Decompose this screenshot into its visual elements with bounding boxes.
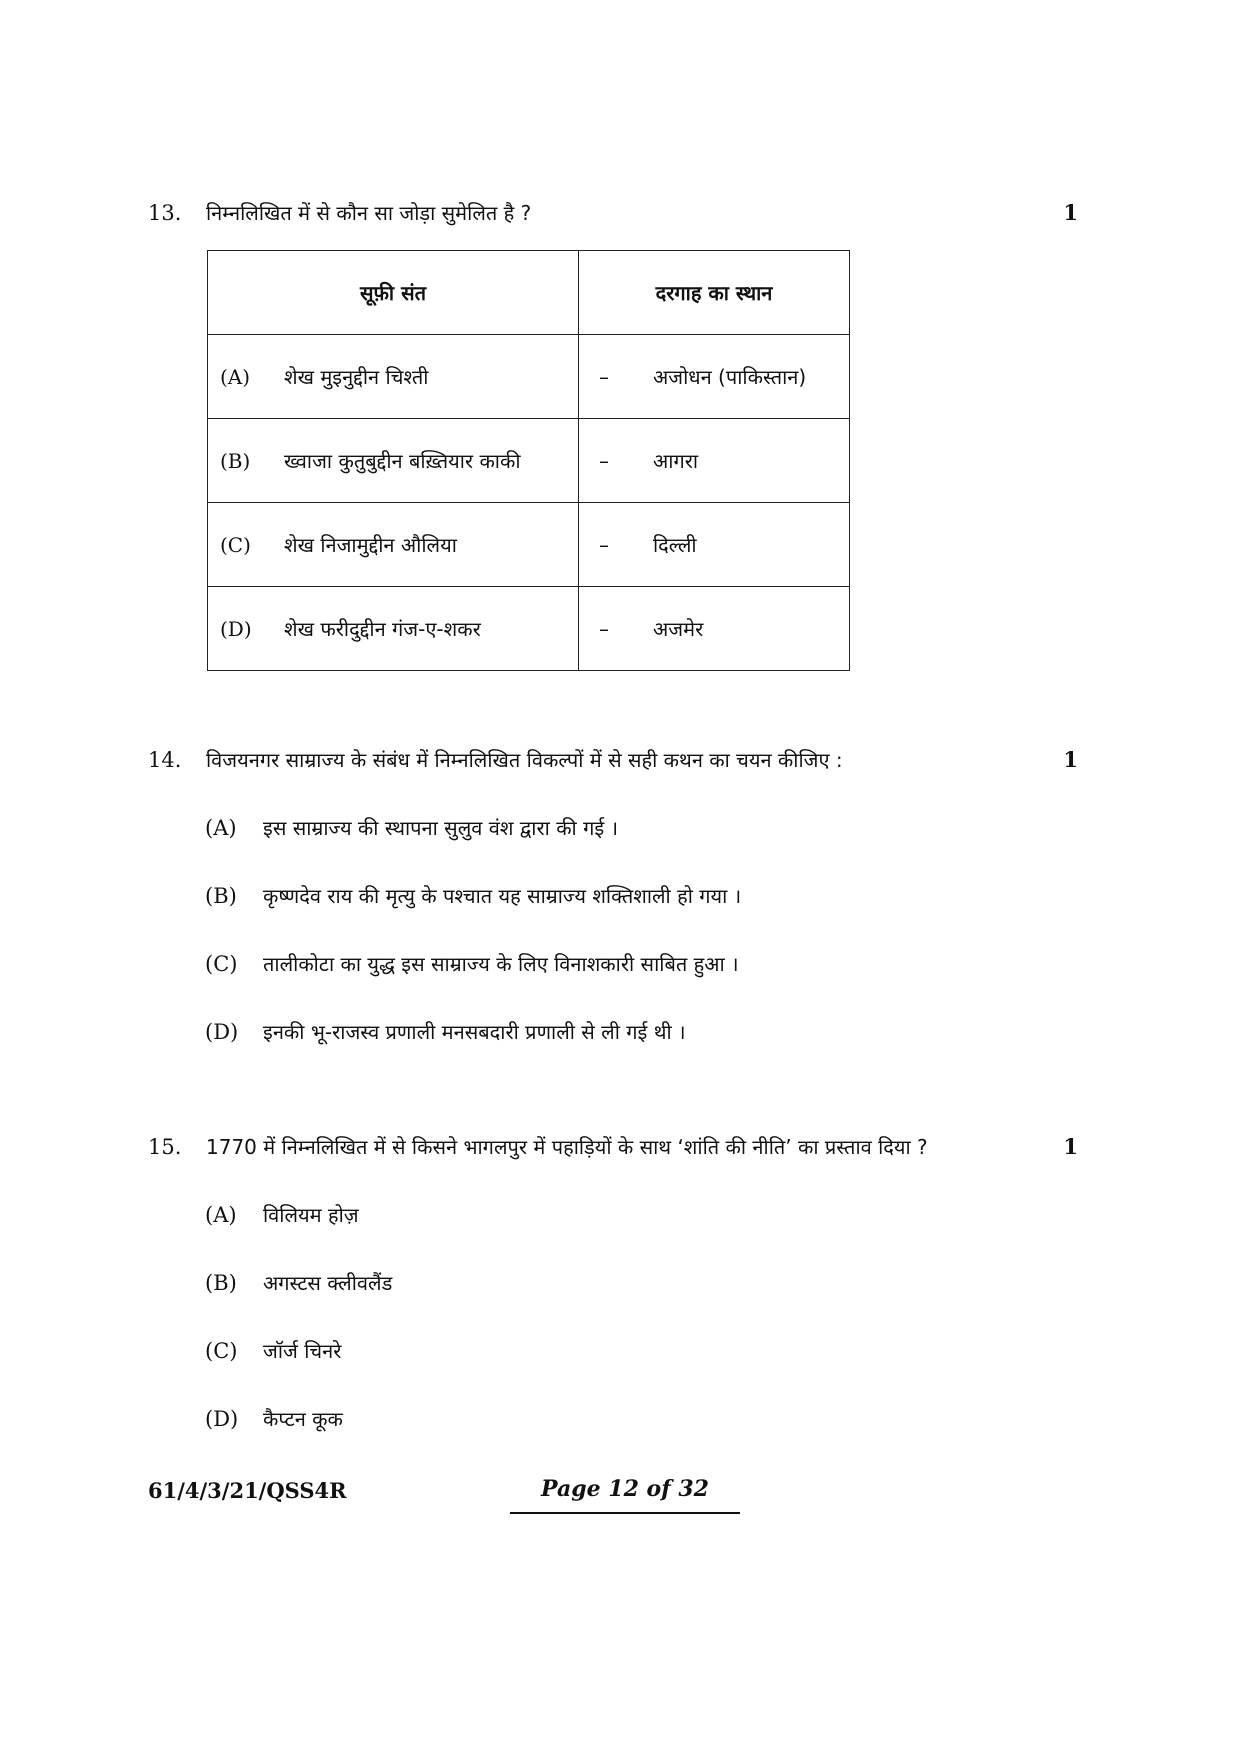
page-number: Page 12 of 32 bbox=[510, 1476, 740, 1514]
option-text: कृष्णदेव राय की मृत्यु के पश्चात यह साम्राज्य शक्तिशाली हो गया । bbox=[263, 884, 742, 908]
place-name: दिल्ली bbox=[653, 533, 697, 557]
paper-code: 61/4/3/21/QSS4R bbox=[148, 1478, 347, 1503]
option-label: (D) bbox=[220, 617, 252, 641]
option bbox=[205, 881, 741, 911]
table-cell-place bbox=[579, 419, 850, 503]
option-label: (D) bbox=[205, 1020, 239, 1044]
question-text: 1770 में निम्नलिखित में से किसने भागलपुर में पहाड़ियों के साथ ‘शांति की नीति’ का प्रस्ताव दिया ? bbox=[206, 1135, 928, 1159]
option bbox=[205, 813, 741, 843]
saint-name: शेख मुइनुद्दीन चिश्ती bbox=[284, 365, 429, 389]
question-15 bbox=[148, 1132, 1078, 1162]
table-header-saint: सूफ़ी संत bbox=[208, 251, 579, 335]
saint-name: शेख फरीदुद्दीन गंज-ए-शकर bbox=[284, 617, 481, 641]
question-number: 14. bbox=[148, 748, 182, 772]
option-text: तालीकोटा का युद्ध इस साम्राज्य के लिए विनाशकारी साबित हुआ । bbox=[263, 952, 739, 976]
place-name: अजमेर bbox=[653, 617, 704, 641]
option-label: (B) bbox=[205, 884, 237, 908]
question-text: निम्नलिखित में से कौन सा जोड़ा सुमेलित है ? bbox=[206, 201, 532, 225]
dash: – bbox=[599, 617, 609, 641]
question-number: 15. bbox=[148, 1135, 182, 1159]
option-text: कैप्टन कूक bbox=[263, 1407, 343, 1431]
option-label: (A) bbox=[220, 365, 251, 389]
option-label: (B) bbox=[220, 449, 251, 473]
question-number: 13. bbox=[148, 201, 182, 225]
option-text: विलियम होज़ bbox=[263, 1203, 359, 1227]
table-header-row bbox=[208, 251, 850, 335]
table-cell-saint bbox=[208, 503, 579, 587]
option-text: अगस्टस क्लीवलैंड bbox=[263, 1271, 393, 1295]
question-marks: 1 bbox=[1063, 200, 1078, 225]
option-label: (A) bbox=[205, 816, 237, 840]
question-14-options bbox=[205, 813, 741, 1085]
option-label: (C) bbox=[220, 533, 251, 557]
option-label: (B) bbox=[205, 1271, 237, 1295]
table-row bbox=[208, 335, 850, 419]
sufi-saints-table bbox=[207, 250, 850, 671]
option-label: (D) bbox=[205, 1407, 239, 1431]
question-marks: 1 bbox=[1063, 1134, 1078, 1159]
option bbox=[205, 949, 741, 979]
place-name: आगरा bbox=[653, 449, 699, 473]
question-text: विजयनगर साम्राज्य के संबंध में निम्नलिखित विकल्पों में से सही कथन का चयन कीजिए : bbox=[206, 748, 843, 772]
saint-name: शेख निजामुद्दीन औलिया bbox=[284, 533, 457, 557]
option bbox=[205, 1200, 392, 1230]
table-row bbox=[208, 503, 850, 587]
dash: – bbox=[599, 533, 609, 557]
table-cell-saint bbox=[208, 419, 579, 503]
option-text: इनकी भू-राजस्व प्रणाली मनसबदारी प्रणाली से ली गई थी । bbox=[263, 1020, 686, 1044]
option bbox=[205, 1017, 741, 1047]
table-row bbox=[208, 587, 850, 671]
place-name: अजोधन (पाकिस्तान) bbox=[653, 365, 807, 389]
dash: – bbox=[599, 365, 609, 389]
table-cell-saint bbox=[208, 587, 579, 671]
question-marks: 1 bbox=[1063, 747, 1078, 772]
option bbox=[205, 1336, 392, 1366]
option-label: (C) bbox=[205, 952, 238, 976]
question-14 bbox=[148, 745, 1078, 775]
question-13 bbox=[148, 198, 1078, 228]
table-cell-place bbox=[579, 503, 850, 587]
question-15-options bbox=[205, 1200, 392, 1472]
saint-name: ख्वाजा कुतुबुद्दीन बख़्तियार काकी bbox=[284, 449, 521, 473]
option bbox=[205, 1268, 392, 1298]
table-cell-saint bbox=[208, 335, 579, 419]
dash: – bbox=[599, 449, 609, 473]
option-text: इस साम्राज्य की स्थापना सुलुव वंश द्वारा की गई । bbox=[263, 816, 619, 840]
option bbox=[205, 1404, 392, 1434]
table-row bbox=[208, 419, 850, 503]
option-label: (C) bbox=[205, 1339, 238, 1363]
option-text: जॉर्ज चिनरे bbox=[263, 1339, 342, 1363]
table-cell-place bbox=[579, 335, 850, 419]
option-label: (A) bbox=[205, 1203, 237, 1227]
table-header-place: दरगाह का स्थान bbox=[579, 251, 850, 335]
table-cell-place bbox=[579, 587, 850, 671]
